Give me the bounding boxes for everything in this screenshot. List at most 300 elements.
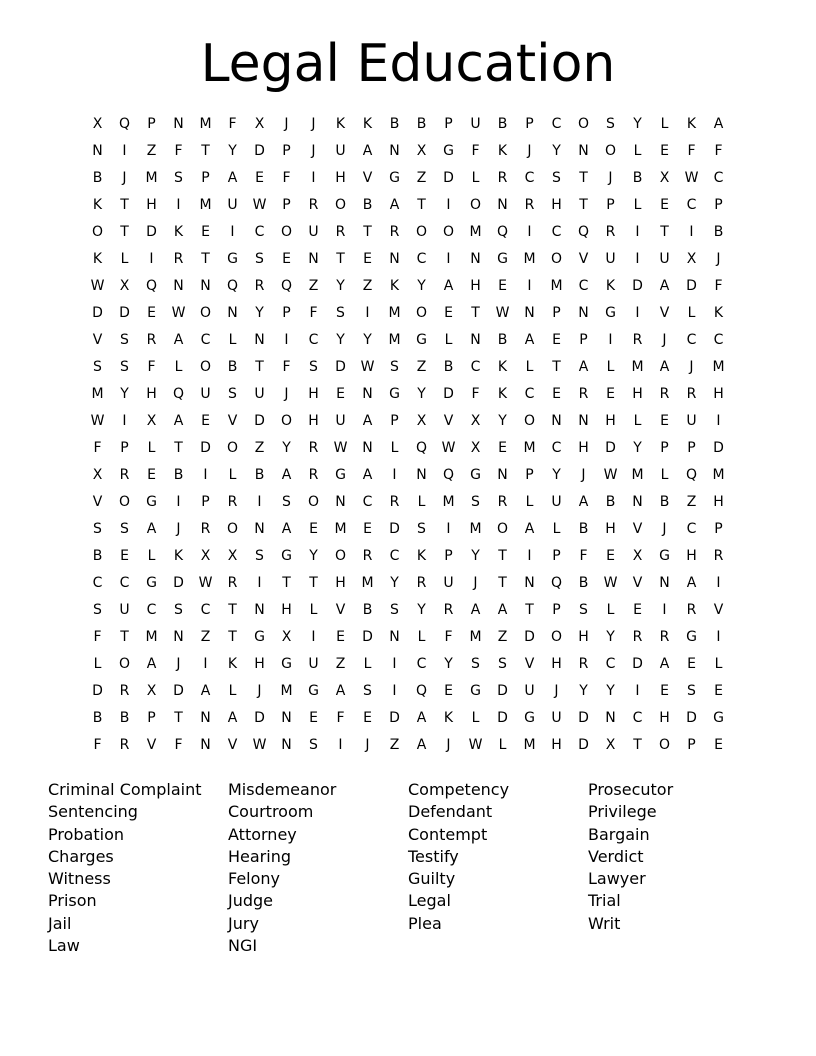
grid-letter: L: [147, 440, 156, 456]
grid-letter: C: [389, 548, 400, 564]
grid-letter: M: [442, 494, 455, 510]
grid-letter: R: [605, 224, 616, 240]
grid-letter: C: [524, 170, 535, 186]
grid-letter: E: [309, 521, 318, 537]
grid-letter: E: [606, 386, 615, 402]
grid-letter: L: [120, 251, 129, 267]
grid-letter: R: [632, 332, 643, 348]
grid-letter: A: [497, 602, 508, 618]
grid-letter: B: [713, 224, 724, 240]
grid-letter: S: [606, 116, 615, 132]
word-item: Plea: [408, 913, 442, 933]
grid-letter: V: [362, 170, 373, 186]
grid-letter: M: [712, 467, 725, 483]
grid-letter: L: [309, 602, 318, 618]
grid-letter: Y: [579, 683, 588, 699]
grid-letter: X: [146, 683, 157, 699]
grid-letter: R: [227, 575, 238, 591]
grid-letter: K: [92, 197, 103, 213]
grid-row: [84, 195, 732, 222]
grid-letter: D: [578, 737, 589, 753]
grid-letter: R: [119, 737, 130, 753]
page-title: Legal Education: [200, 34, 616, 94]
grid-letter: J: [527, 143, 532, 159]
grid-letter: N: [578, 413, 589, 429]
grid-letter: C: [686, 197, 697, 213]
grid-letter: G: [470, 683, 481, 699]
grid-letter: A: [659, 656, 670, 672]
grid-letter: X: [632, 548, 643, 564]
grid-row: [84, 654, 732, 681]
grid-letter: Z: [200, 629, 211, 645]
grid-letter: C: [146, 602, 157, 618]
grid-letter: S: [579, 602, 588, 618]
grid-letter: L: [633, 197, 642, 213]
grid-letter: N: [470, 332, 481, 348]
grid-letter: J: [176, 656, 181, 672]
grid-letter: V: [632, 521, 643, 537]
grid-letter: Z: [389, 737, 400, 753]
grid-letter: M: [469, 521, 482, 537]
grid-letter: N: [254, 602, 265, 618]
grid-letter: H: [551, 197, 562, 213]
grid-letter: H: [254, 656, 265, 672]
grid-letter: H: [551, 737, 562, 753]
grid-letter: C: [713, 170, 724, 186]
grid-letter: H: [335, 575, 346, 591]
grid-letter: L: [228, 332, 237, 348]
grid-letter: L: [93, 656, 102, 672]
grid-letter: X: [254, 116, 265, 132]
grid-letter: T: [633, 737, 642, 753]
grid-row: [84, 600, 732, 627]
grid-letter: X: [470, 413, 481, 429]
grid-letter: H: [632, 386, 643, 402]
grid-letter: D: [173, 683, 184, 699]
grid-letter: G: [470, 467, 481, 483]
grid-letter: X: [92, 467, 103, 483]
word-item: Hearing: [228, 846, 291, 866]
grid-letter: R: [119, 467, 130, 483]
grid-letter: X: [227, 548, 238, 564]
grid-letter: T: [525, 602, 534, 618]
grid-letter: A: [416, 710, 427, 726]
grid-letter: X: [659, 170, 670, 186]
grid-letter: F: [471, 143, 480, 159]
grid-letter: U: [551, 710, 562, 726]
grid-letter: F: [282, 170, 291, 186]
grid-letter: Y: [336, 278, 345, 294]
grid-letter: J: [473, 575, 478, 591]
grid-letter: F: [444, 629, 453, 645]
grid-letter: I: [446, 521, 451, 537]
grid-letter: V: [227, 413, 238, 429]
grid-letter: E: [552, 332, 561, 348]
grid-letter: A: [227, 170, 238, 186]
grid-letter: S: [174, 170, 183, 186]
grid-letter: E: [363, 521, 372, 537]
grid-letter: Z: [146, 143, 157, 159]
grid-letter: X: [119, 278, 130, 294]
grid-letter: U: [605, 251, 616, 267]
grid-letter: Z: [254, 440, 265, 456]
grid-letter: E: [282, 251, 291, 267]
grid-letter: B: [416, 116, 427, 132]
grid-letter: I: [446, 251, 451, 267]
grid-letter: P: [579, 332, 588, 348]
grid-letter: Q: [280, 278, 293, 294]
grid-letter: D: [146, 224, 157, 240]
grid-letter: K: [686, 116, 697, 132]
grid-letter: I: [635, 683, 640, 699]
grid-letter: G: [686, 629, 697, 645]
grid-letter: R: [632, 629, 643, 645]
grid-letter: J: [608, 170, 613, 186]
grid-letter: U: [470, 116, 481, 132]
grid-row: [84, 114, 732, 141]
grid-letter: A: [362, 467, 373, 483]
grid-letter: T: [120, 197, 129, 213]
grid-letter: Z: [308, 278, 319, 294]
grid-letter: Q: [550, 575, 563, 591]
grid-letter: C: [524, 386, 535, 402]
grid-letter: E: [633, 602, 642, 618]
grid-letter: K: [362, 116, 373, 132]
grid-letter: N: [173, 278, 184, 294]
word-list: [48, 779, 768, 959]
grid-letter: Y: [255, 305, 264, 321]
grid-letter: G: [146, 494, 157, 510]
grid-letter: Y: [633, 440, 642, 456]
grid-letter: H: [281, 602, 292, 618]
grid-letter: X: [92, 116, 103, 132]
grid-letter: E: [552, 386, 561, 402]
grid-letter: R: [389, 224, 400, 240]
grid-letter: H: [146, 197, 157, 213]
grid-letter: M: [334, 521, 347, 537]
grid-letter: W: [171, 305, 186, 321]
grid-letter: X: [281, 629, 292, 645]
word-item: Privilege: [588, 802, 657, 822]
grid-letter: O: [226, 521, 239, 537]
grid-letter: A: [227, 710, 238, 726]
grid-letter: F: [174, 737, 183, 753]
grid-letter: A: [416, 737, 427, 753]
grid-letter: C: [416, 656, 427, 672]
grid-letter: J: [581, 467, 586, 483]
grid-letter: P: [390, 413, 399, 429]
grid-letter: T: [201, 143, 210, 159]
grid-letter: P: [687, 440, 696, 456]
grid-letter: B: [389, 116, 400, 132]
grid-letter: A: [173, 413, 184, 429]
grid-letter: R: [308, 197, 319, 213]
grid-letter: E: [498, 278, 507, 294]
grid-letter: J: [176, 521, 181, 537]
grid-letter: L: [660, 467, 669, 483]
grid-letter: X: [416, 413, 427, 429]
grid-letter: W: [684, 170, 699, 186]
grid-letter: F: [579, 548, 588, 564]
word-column: [408, 779, 588, 935]
grid-letter: Q: [172, 386, 185, 402]
grid-letter: N: [605, 710, 616, 726]
grid-letter: P: [714, 197, 723, 213]
word-item: Sentencing: [48, 802, 138, 822]
grid-row: [84, 465, 732, 492]
word-item: Attorney: [228, 824, 297, 844]
grid-letter: Y: [552, 143, 561, 159]
grid-letter: H: [605, 413, 616, 429]
grid-letter: Y: [444, 656, 453, 672]
grid-letter: W: [441, 440, 456, 456]
word-item: Competency: [408, 780, 510, 799]
grid-letter: Q: [145, 278, 158, 294]
grid-letter: N: [497, 197, 508, 213]
grid-letter: C: [92, 575, 103, 591]
grid-letter: M: [91, 386, 104, 402]
grid-letter: J: [284, 386, 289, 402]
grid-letter: E: [336, 386, 345, 402]
grid-letter: U: [119, 602, 130, 618]
grid-letter: A: [686, 575, 697, 591]
grid-letter: X: [470, 440, 481, 456]
grid-letter: E: [309, 710, 318, 726]
grid-letter: D: [389, 710, 400, 726]
grid-letter: N: [362, 440, 373, 456]
grid-letter: J: [284, 116, 289, 132]
grid-letter: F: [147, 359, 156, 375]
grid-letter: M: [388, 305, 401, 321]
grid-letter: S: [228, 386, 237, 402]
grid-letter: D: [200, 440, 211, 456]
grid-letter: Y: [336, 332, 345, 348]
grid-letter: L: [228, 467, 237, 483]
grid-letter: O: [280, 413, 293, 429]
grid-letter: A: [335, 683, 346, 699]
grid-letter: G: [254, 629, 265, 645]
grid-letter: T: [363, 224, 372, 240]
grid-letter: N: [308, 251, 319, 267]
grid-letter: K: [173, 224, 184, 240]
grid-letter: Y: [417, 278, 426, 294]
grid-letter: E: [714, 683, 723, 699]
grid-letter: I: [527, 224, 532, 240]
grid-letter: R: [254, 278, 265, 294]
grid-letter: Z: [416, 359, 427, 375]
word-item: Felony: [228, 869, 281, 889]
grid-letter: S: [120, 521, 129, 537]
grid-letter: I: [635, 305, 640, 321]
grid-letter: L: [390, 440, 399, 456]
grid-letter: T: [579, 197, 588, 213]
grid-letter: V: [443, 413, 454, 429]
grid-letter: N: [200, 710, 211, 726]
grid-letter: W: [90, 278, 105, 294]
grid-letter: S: [363, 683, 372, 699]
grid-letter: O: [334, 197, 347, 213]
grid-letter: R: [308, 440, 319, 456]
grid-letter: R: [308, 467, 319, 483]
grid-letter: U: [254, 386, 265, 402]
grid-letter: P: [606, 197, 615, 213]
grid-letter: Y: [633, 116, 642, 132]
grid-letter: W: [360, 359, 375, 375]
grid-letter: J: [122, 170, 127, 186]
grid-letter: O: [415, 224, 428, 240]
grid-letter: N: [362, 386, 373, 402]
grid-letter: H: [308, 413, 319, 429]
grid-letter: O: [469, 197, 482, 213]
grid-letter: G: [497, 251, 508, 267]
grid-letter: K: [92, 251, 103, 267]
grid-letter: S: [687, 683, 696, 699]
grid-letter: S: [174, 602, 183, 618]
grid-letter: E: [606, 548, 615, 564]
grid-letter: D: [443, 170, 454, 186]
grid-letter: I: [203, 467, 208, 483]
grid-letter: U: [308, 656, 319, 672]
grid-letter: T: [417, 197, 426, 213]
grid-letter: D: [713, 440, 724, 456]
grid-letter: F: [93, 440, 102, 456]
grid-letter: I: [527, 548, 532, 564]
grid-letter: I: [311, 629, 316, 645]
grid-letter: M: [145, 629, 158, 645]
grid-letter: K: [335, 116, 346, 132]
grid-letter: G: [524, 710, 535, 726]
grid-letter: W: [603, 575, 618, 591]
grid-letter: I: [257, 575, 262, 591]
grid-letter: D: [497, 683, 508, 699]
grid-letter: T: [336, 251, 345, 267]
grid-letter: C: [578, 278, 589, 294]
grid-letter: B: [362, 197, 373, 213]
grid-letter: M: [199, 197, 212, 213]
word-column: [588, 779, 768, 935]
grid-letter: I: [149, 251, 154, 267]
grid-letter: A: [578, 359, 589, 375]
grid-letter: T: [120, 224, 129, 240]
word-item: Prosecutor: [588, 780, 674, 799]
grid-letter: Y: [606, 683, 615, 699]
grid-letter: B: [578, 575, 589, 591]
grid-letter: A: [659, 359, 670, 375]
grid-letter: B: [173, 467, 184, 483]
grid-letter: O: [523, 413, 536, 429]
grid-letter: A: [524, 521, 535, 537]
word-item: Guilty: [408, 869, 456, 889]
grid-letter: L: [633, 413, 642, 429]
grid-letter: R: [686, 602, 697, 618]
grid-letter: N: [254, 521, 265, 537]
grid-letter: G: [281, 548, 292, 564]
word-item: Jail: [48, 913, 72, 933]
word-item: Lawyer: [588, 869, 646, 889]
grid-letter: O: [550, 251, 563, 267]
grid-letter: J: [716, 251, 721, 267]
grid-letter: A: [281, 521, 292, 537]
grid-letter: H: [713, 386, 724, 402]
grid-letter: N: [173, 116, 184, 132]
grid-letter: Q: [118, 116, 131, 132]
grid-letter: O: [496, 521, 509, 537]
word-item: Witness: [48, 869, 111, 889]
grid-letter: J: [662, 521, 667, 537]
grid-letter: O: [604, 143, 617, 159]
grid-letter: M: [550, 278, 563, 294]
grid-letter: D: [605, 440, 616, 456]
grid-letter: W: [198, 575, 213, 591]
grid-letter: P: [147, 116, 156, 132]
grid-letter: N: [470, 251, 481, 267]
grid-letter: I: [716, 575, 721, 591]
grid-letter: C: [605, 656, 616, 672]
grid-letter: K: [605, 278, 616, 294]
grid-letter: I: [176, 494, 181, 510]
grid-letter: G: [227, 251, 238, 267]
grid-letter: A: [173, 332, 184, 348]
grid-letter: U: [659, 251, 670, 267]
word-item: Charges: [48, 846, 114, 866]
grid-letter: S: [471, 656, 480, 672]
grid-letter: Q: [415, 683, 428, 699]
grid-letter: U: [524, 683, 535, 699]
grid-letter: W: [495, 305, 510, 321]
grid-letter: D: [92, 305, 103, 321]
grid-letter: T: [174, 440, 183, 456]
grid-letter: K: [713, 305, 724, 321]
grid-letter: R: [173, 251, 184, 267]
grid-letter: R: [227, 494, 238, 510]
grid-letter: V: [524, 656, 535, 672]
grid-letter: V: [659, 305, 670, 321]
grid-letter: X: [686, 251, 697, 267]
grid-letter: D: [632, 656, 643, 672]
grid-row: [84, 681, 732, 708]
grid-letter: R: [443, 602, 454, 618]
grid-letter: D: [578, 710, 589, 726]
grid-letter: S: [93, 521, 102, 537]
grid-letter: L: [471, 710, 480, 726]
grid-letter: I: [257, 494, 262, 510]
grid-letter: L: [606, 359, 615, 375]
grid-letter: C: [200, 332, 211, 348]
grid-letter: O: [577, 116, 590, 132]
grid-letter: D: [524, 629, 535, 645]
grid-row: [84, 276, 732, 303]
grid-letter: I: [365, 305, 370, 321]
grid-letter: K: [497, 359, 508, 375]
grid-letter: O: [118, 656, 131, 672]
grid-letter: B: [632, 170, 643, 186]
grid-row: [84, 168, 732, 195]
grid-letter: U: [551, 494, 562, 510]
grid-letter: V: [146, 737, 157, 753]
word-item: NGI: [228, 936, 258, 956]
grid-row: [84, 492, 732, 519]
grid-letter: H: [578, 440, 589, 456]
grid-letter: N: [551, 413, 562, 429]
grid-letter: R: [713, 548, 724, 564]
grid-letter: S: [120, 359, 129, 375]
grid-letter: L: [633, 143, 642, 159]
grid-letter: I: [176, 197, 181, 213]
grid-letter: P: [525, 116, 534, 132]
grid-letter: D: [362, 629, 373, 645]
word-item: Jury: [228, 913, 259, 933]
grid-letter: P: [444, 116, 453, 132]
